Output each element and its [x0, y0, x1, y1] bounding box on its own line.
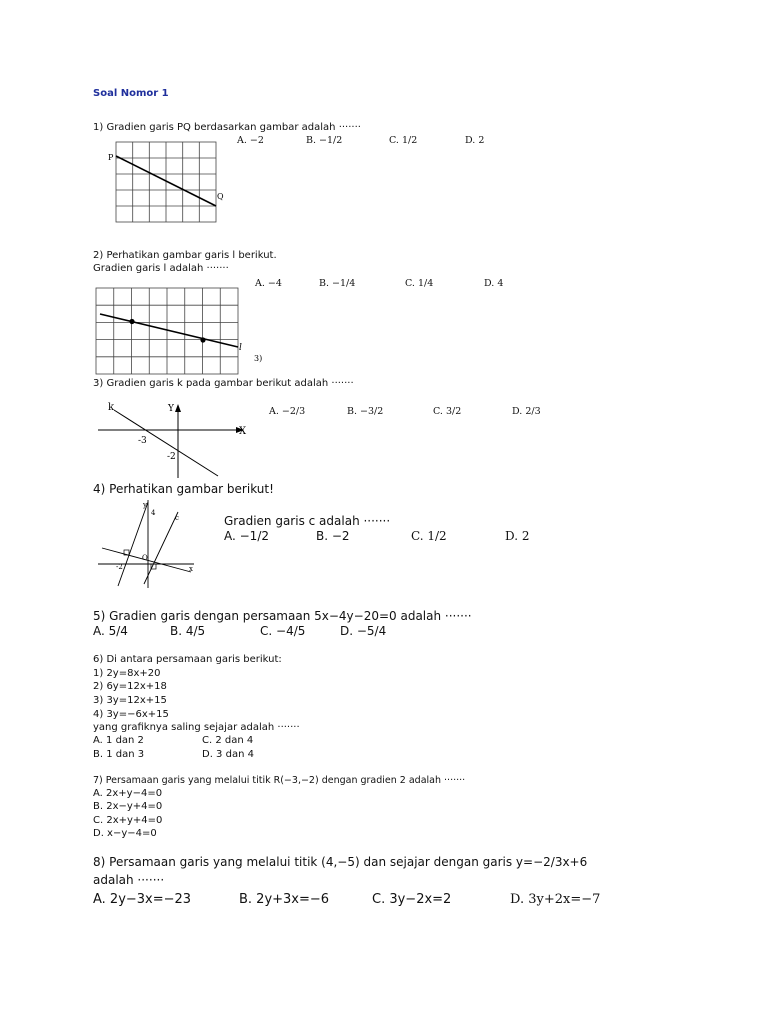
- y-arrow: [175, 404, 181, 412]
- q6-item-3: 3) 3y=12x+15: [93, 695, 167, 706]
- q6-item-4: 4) 3y=−6x+15: [93, 709, 169, 720]
- q3-option-b: B. −3/2: [347, 406, 384, 417]
- q2-figure: [92, 284, 262, 374]
- q3-text: 3) Gradien garis k pada gambar berikut adalah ·······: [93, 378, 354, 389]
- q7-option-a: A. 2x+y−4=0: [93, 788, 163, 799]
- label-minus2: -2: [116, 563, 123, 571]
- q7-option-c: C. 2x+y+4=0: [93, 815, 163, 826]
- point-2: [200, 337, 205, 342]
- q1-figure: [104, 140, 224, 230]
- label-l: l: [239, 343, 242, 353]
- point-1: [129, 319, 134, 324]
- q6-option-c: C. 2 dan 4: [202, 735, 254, 746]
- line-l: [100, 314, 238, 347]
- q2-option-c: C. 1/4: [405, 278, 434, 289]
- q7-option-b: B. 2x−y+4=0: [93, 801, 163, 812]
- q1-option-c: C. 1/2: [389, 135, 418, 146]
- q8-option-b: B. 2y+3x=−6: [239, 892, 330, 907]
- label-minus2: -2: [167, 452, 176, 462]
- label-q: Q: [217, 192, 224, 201]
- q2-line1: 2) Perhatikan gambar garis l berikut.: [93, 250, 277, 261]
- q1-option-a: A. −2: [237, 135, 264, 146]
- label-c: c: [175, 514, 179, 522]
- q3-option-a: A. −2/3: [269, 406, 306, 417]
- q3-option-d: D. 2/3: [512, 406, 541, 417]
- q6-item-1: 1) 2y=8x+20: [93, 668, 161, 679]
- q8-option-a: A. 2y−3x=−23: [93, 892, 192, 907]
- q1-text: 1) Gradien garis PQ berdasarkan gambar adalah ·······: [93, 122, 361, 133]
- q4-figure: [96, 498, 206, 590]
- label-y: Y: [168, 404, 174, 414]
- q3-figure: [96, 398, 256, 480]
- q6-question: yang grafiknya saling sejajar adalah ·······: [93, 722, 300, 733]
- label-p: P: [108, 153, 114, 162]
- label-x: x: [189, 565, 193, 573]
- q4-text: 4) Perhatikan gambar berikut!: [93, 482, 274, 496]
- line-c: [144, 512, 178, 584]
- q8-line1: 8) Persamaan garis yang melalui titik (4,−5) dan sejajar dengan garis y=−2/3x+6: [93, 855, 588, 869]
- q2-option-b: B. −1/4: [319, 278, 356, 289]
- q6-text: 6) Di antara persamaan garis berikut:: [93, 654, 282, 665]
- q7-option-d: D. x−y−4=0: [93, 828, 157, 839]
- label-y: y: [143, 501, 147, 509]
- label-k: k: [108, 402, 115, 413]
- q2-option-d: D. 4: [484, 278, 504, 289]
- q5-option-a: A. 5/4: [93, 624, 128, 638]
- q6-option-d: D. 3 dan 4: [202, 749, 254, 760]
- q8-option-d: D. 3y+2x=−7: [510, 892, 601, 907]
- q4-option-a: A. −1/2: [224, 529, 269, 543]
- q8-option-c: C. 3y−2x=2: [372, 892, 452, 907]
- label-x: X: [239, 426, 247, 437]
- label-minus3: -3: [138, 436, 147, 446]
- q4-option-b: B. −2: [316, 529, 350, 543]
- q4-option-c: C. 1/2: [411, 529, 447, 543]
- q6-option-a: A. 1 dan 2: [93, 735, 144, 746]
- q4-subtext: Gradien garis c adalah ·······: [224, 514, 391, 528]
- q4-option-d: D. 2: [505, 529, 530, 543]
- label-4: 4: [151, 509, 156, 517]
- q2-line2: Gradien garis l adalah ·······: [93, 263, 229, 274]
- page-title: Soal Nomor 1: [93, 88, 169, 99]
- label-3: 3): [254, 354, 263, 363]
- label-o: O: [142, 554, 148, 562]
- line-k: [114, 410, 218, 476]
- q1-option-d: D. 2: [465, 135, 485, 146]
- q2-option-a: A. −4: [255, 278, 282, 289]
- q3-option-c: C. 3/2: [433, 406, 462, 417]
- q5-option-d: D. −5/4: [340, 624, 387, 638]
- q5-option-b: B. 4/5: [170, 624, 206, 638]
- line-a: [118, 502, 148, 586]
- q5-text: 5) Gradien garis dengan persamaan 5x−4y−20=0 adalah ·······: [93, 609, 472, 623]
- q7-text: 7) Persamaan garis yang melalui titik R(−3,−2) dengan gradien 2 adalah ·······: [93, 775, 466, 786]
- q1-option-b: B. −1/2: [306, 135, 343, 146]
- q8-line2: adalah ·······: [93, 873, 165, 887]
- q6-item-2: 2) 6y=12x+18: [93, 681, 167, 692]
- q5-option-c: C. −4/5: [260, 624, 306, 638]
- q6-option-b: B. 1 dan 3: [93, 749, 145, 760]
